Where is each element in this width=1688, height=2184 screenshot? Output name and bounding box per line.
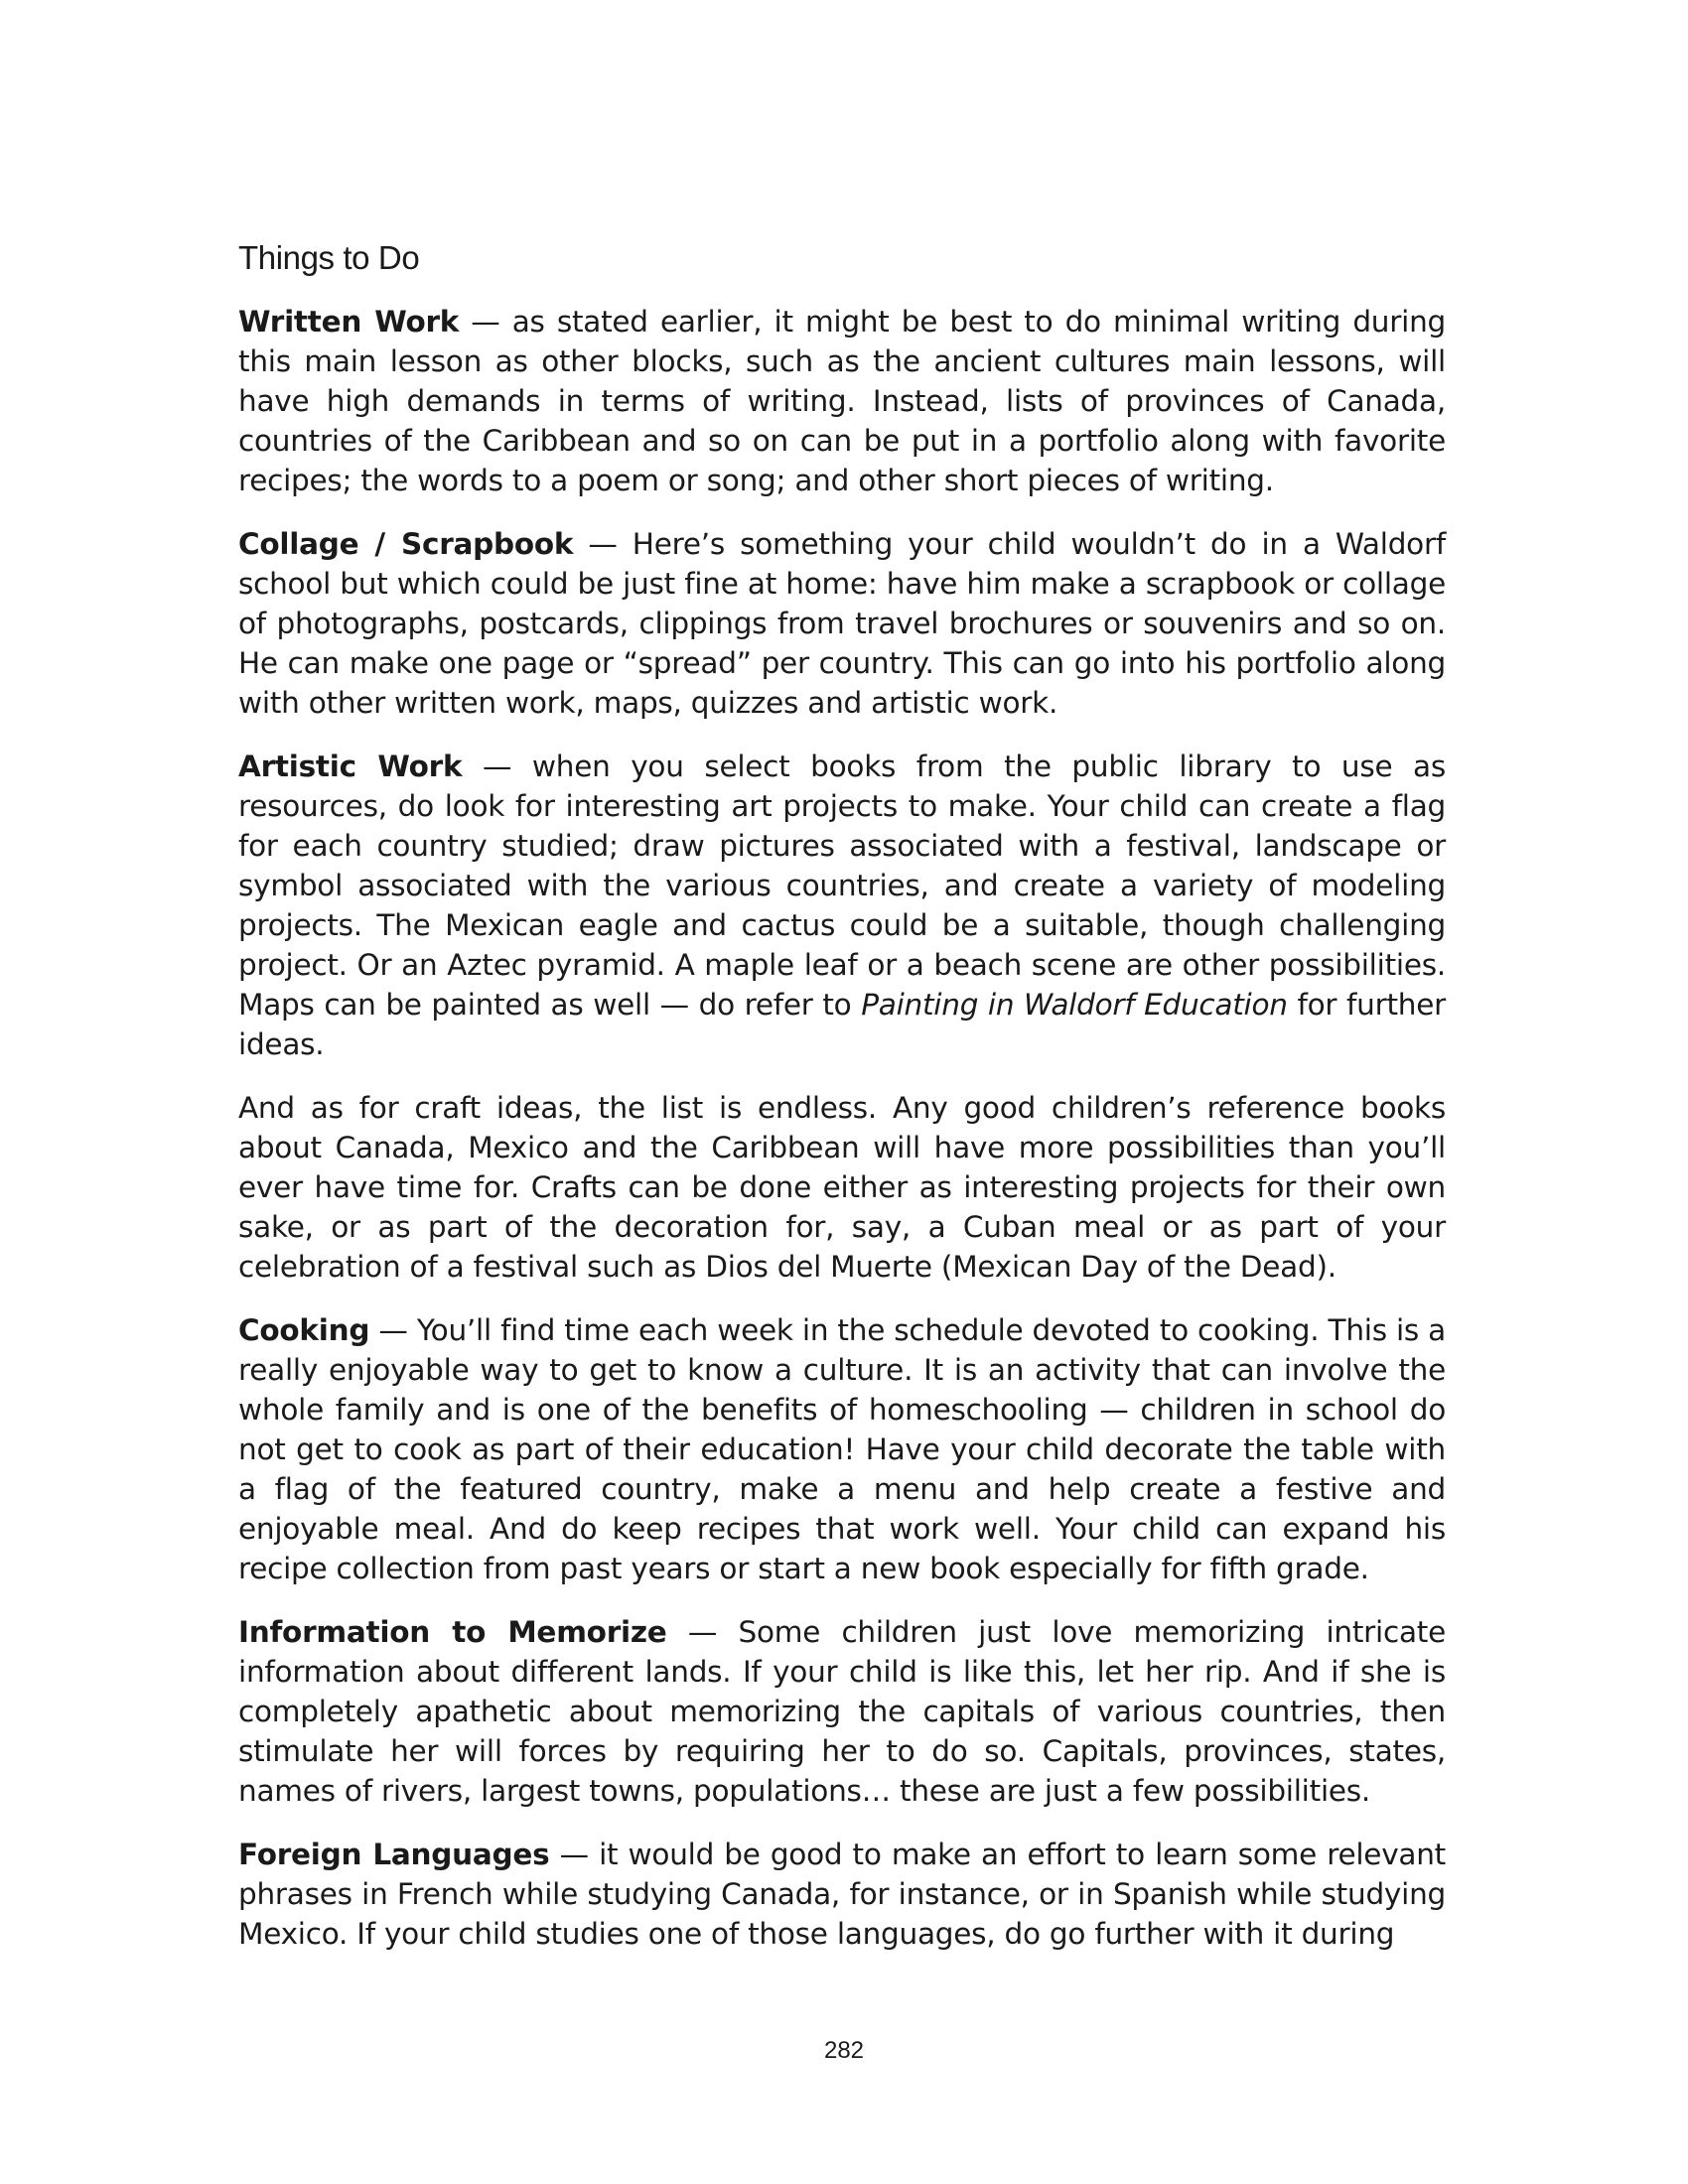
- page-body: [238, 234, 1446, 1978]
- paragraph-cooking: [238, 1310, 1446, 1588]
- paragraph-text-after: for further ideas.: [238, 988, 1447, 1061]
- paragraph-text: — You’ll find time each week in the schedule devoted to cooking. This is a really enjoyable way to get to know a culture. It is an activity that can involve the whole family and is one of the benefits of homeschooling — children in school do not get to cook as part of their education! Have your child decorate the table with a flag of the featured country, make a menu and help create a festive and enjoyable meal. And do keep recipes that work well. Your child can expand his recipe collection from past years or start a new book especially for fifth grade.: [238, 1313, 1446, 1585]
- paragraph-written-work: [238, 302, 1446, 500]
- page-number: 282: [823, 2037, 865, 2064]
- paragraph-text: — when you select books from the public library to use as resources, do look for interesting art projects to make. Your child can create a flag for each country studied; draw pictures associated with a festival, landscape or symbol associated with the various countries, and create a variety of modeling projects. The Mexican eagle and cactus could be a suitable, though challenging project. Or an Aztec pyramid. A maple leaf or a beach scene are other possibilities. Maps can be painted as well — do refer to: [238, 750, 1446, 1022]
- paragraph-lead: Written Work: [238, 305, 460, 339]
- section-heading: Things to Do: [238, 239, 420, 276]
- paragraph-text: — Here’s something your child wouldn’t do in a Waldorf school but which could be just fine at home: have him make a scrapbook or collage of photographs, postcards, clippings from travel brochures or souvenirs and so on. He can make one page or “spread” per country. This can go into his portfolio along with other written work, maps, quizzes and artistic work.: [238, 527, 1446, 720]
- paragraph-lead: Information to Memorize: [238, 1615, 667, 1649]
- paragraph-foreign-languages: [238, 1835, 1446, 1954]
- paragraph-text: — as stated earlier, it might be best to do minimal writing during this main lesson as other blocks, such as the ancient cultures main lessons, will have high demands in terms of writing. Instead, lists of provinces of Canada, countries of the Caribbean and so on can be put in a portfolio along with favorite recipes; the words to a poem or song; and other short pieces of writing.: [238, 305, 1446, 497]
- paragraph-lead: Cooking: [238, 1313, 370, 1347]
- paragraph-collage-scrapbook: [238, 524, 1446, 723]
- paragraph-craft-ideas: [238, 1088, 1446, 1287]
- paragraph-text: — Some children just love memorizing intricate information about different lands. If your child is like this, let her rip. And if she is completely apathetic about memorizing the capitals of various countries, then stimulate her will forces by requiring her to do so. Capitals, provinces, states, names of rivers, largest towns, populations… these are just a few possibilities.: [238, 1615, 1446, 1808]
- paragraph-text: And as for craft ideas, the list is endless. Any good children’s reference books about Canada, Mexico and the Caribbean will have more possibilities than you’ll ever have time for. Crafts can be done either as interesting projects for their own sake, or as part of the decoration for, say, a Cuban meal or as part of your celebration of a festival such as Dios del Muerte (Mexican Day of the Dead).: [238, 1091, 1446, 1284]
- paragraph-lead: Collage / Scrapbook: [238, 527, 574, 561]
- paragraph-information-to-memorize: [238, 1612, 1446, 1811]
- book-title: Painting in Waldorf Education: [861, 988, 1288, 1022]
- paragraph-lead: Artistic Work: [238, 750, 463, 783]
- paragraph-lead: Foreign Languages: [238, 1838, 550, 1871]
- paragraph-artistic-work: [238, 747, 1446, 1064]
- paragraph-text: — it would be good to make an effort to learn some relevant phrases in French while studying Canada, for instance, or in Spanish while studying Mexico. If your child studies one of those languages, do go further with it during: [238, 1838, 1446, 1951]
